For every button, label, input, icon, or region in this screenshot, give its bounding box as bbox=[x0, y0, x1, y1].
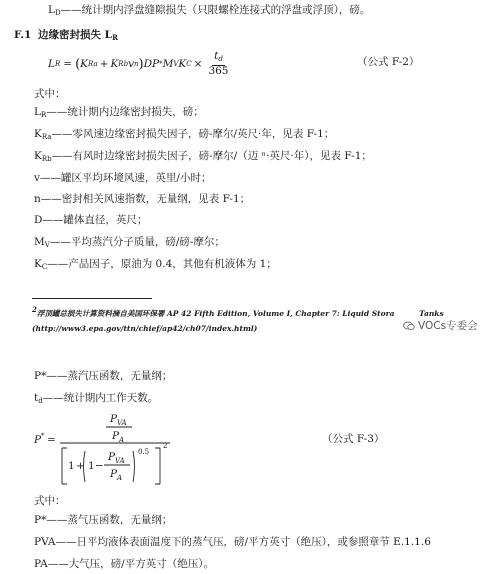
definition-symbol-sub: V bbox=[44, 241, 50, 249]
definition-text: ——日平均液体表面温度下的蒸气压，磅/平方英寸（绝压），或参照章节 E.1.1.6 bbox=[55, 536, 431, 548]
definition-symbol: P* bbox=[34, 370, 47, 382]
definition-item bbox=[34, 106, 204, 122]
definition-item bbox=[34, 172, 211, 188]
definition-symbol-sub: d bbox=[38, 397, 43, 405]
watermark: VOCs专委会 bbox=[403, 318, 478, 333]
definition-text: ——密封相关风速指数，无量纲，见表 F-1； bbox=[40, 193, 251, 205]
svg-text:P: P bbox=[108, 451, 116, 463]
definition-item bbox=[34, 128, 334, 144]
definition-symbol: K bbox=[34, 128, 42, 140]
definition-item bbox=[34, 193, 250, 209]
svg-text:1: 1 bbox=[88, 460, 95, 472]
definition-item bbox=[34, 236, 225, 252]
wechat-icon bbox=[403, 321, 415, 331]
formula-f3 bbox=[34, 410, 254, 492]
formula-f2: L R = ( K Ra + K Rb v n ) DP * M V K C × $\frac{t_d}{365}$ bbox=[48, 50, 229, 77]
definition-symbol: PVA bbox=[34, 536, 56, 548]
where-label-2: 式中： bbox=[34, 495, 66, 507]
definition-symbol: D bbox=[34, 214, 43, 226]
definition-symbol: PA bbox=[34, 558, 48, 570]
definition-text: ——产品因子，原油为 0.4，其他有机液体为 1； bbox=[47, 258, 277, 270]
definition-symbol: t bbox=[34, 392, 39, 404]
definition-symbol-sub: Ra bbox=[41, 133, 52, 141]
svg-text:VA: VA bbox=[117, 419, 127, 427]
definition-symbol-sub: Rb bbox=[41, 155, 52, 163]
definition-text: ——罐体直径，英尺； bbox=[42, 214, 148, 226]
svg-text:P: P bbox=[34, 434, 42, 446]
footnote-line-2: (http://www3.epa.gov/ttn/chief/ap42/ch07/index.html) bbox=[32, 324, 258, 333]
definition-item bbox=[34, 370, 172, 386]
definition-item bbox=[34, 258, 277, 274]
definition-text: ——有风时边缘密封损失因子，磅-摩尔/（迈 ⁿ·英尺·年），见表 F-1； bbox=[51, 150, 372, 162]
definition-symbol: v bbox=[34, 172, 40, 184]
definition-symbol: K bbox=[34, 258, 42, 270]
definition-item bbox=[34, 214, 147, 230]
definition-symbol: K bbox=[34, 150, 42, 162]
definition-symbol-sub: R bbox=[40, 111, 47, 119]
definition-text: ——罐区平均环境风速，英里/小时； bbox=[39, 172, 212, 184]
svg-text:A: A bbox=[117, 474, 123, 482]
definition-text: ——统计期内工作天数。 bbox=[42, 392, 159, 404]
svg-text:0.5: 0.5 bbox=[138, 448, 150, 456]
definition-text: ——统计期内边缘密封损失，磅； bbox=[46, 106, 204, 118]
svg-text:=: = bbox=[47, 434, 56, 446]
where-label: 式中： bbox=[34, 88, 66, 100]
svg-text:*: * bbox=[41, 432, 45, 440]
svg-text:P: P bbox=[110, 468, 118, 480]
definition-symbol: n bbox=[34, 193, 41, 205]
section-heading: F.1 边缘密封损失 $L_R$ bbox=[14, 29, 118, 42]
definition-text: ——大气压，磅/平方英寸（绝压）。 bbox=[47, 558, 214, 570]
formula-f3-label: （公式 F-3） bbox=[322, 433, 385, 445]
definition-symbol: P* bbox=[34, 514, 47, 526]
svg-text:+: + bbox=[76, 460, 85, 472]
definition-text: ——蒸汽压函数，无量纲； bbox=[46, 370, 173, 382]
definition-symbol-sub: C bbox=[41, 263, 48, 271]
definition-symbol: L bbox=[34, 106, 41, 118]
definition-text: ——零风速边缘密封损失因子，磅-摩尔/英尺·年，见表 F-1； bbox=[51, 128, 335, 140]
definition-symbol: M bbox=[34, 236, 45, 248]
svg-text:−: − bbox=[95, 460, 104, 472]
svg-text:2: 2 bbox=[163, 442, 168, 450]
formula-f2-label: （公式 F-2） bbox=[357, 56, 420, 68]
definition-item bbox=[34, 536, 431, 552]
formula-f3-graphic bbox=[34, 410, 254, 488]
definition-item bbox=[34, 150, 372, 166]
footnote-line-1: 2浮顶罐总损失计算资料摘自美国环保署 AP 42 Fifth Edition, Volume I, Chapter 7: Liquid Stora Tanks bbox=[32, 305, 444, 318]
definition-text: ——蒸气压函数，无量纲； bbox=[46, 514, 173, 526]
svg-text:VA: VA bbox=[115, 457, 125, 465]
footnote-rule bbox=[32, 298, 152, 299]
svg-text:P: P bbox=[112, 430, 120, 442]
svg-text:A: A bbox=[119, 436, 125, 444]
svg-text:1: 1 bbox=[68, 460, 75, 472]
top-definition-ld: $L_D——$统计期内浮盘缝隙损失（只限螺栓连接式的浮盘或浮顶），磅。 bbox=[48, 4, 371, 17]
svg-text:P: P bbox=[110, 413, 118, 425]
definition-item bbox=[34, 514, 172, 530]
definition-item bbox=[34, 392, 158, 408]
fraction-td-365: $\frac{t_d}{365}$ bbox=[208, 50, 229, 77]
definition-text: ——平均蒸汽分子质量，磅/磅-摩尔； bbox=[49, 236, 225, 248]
